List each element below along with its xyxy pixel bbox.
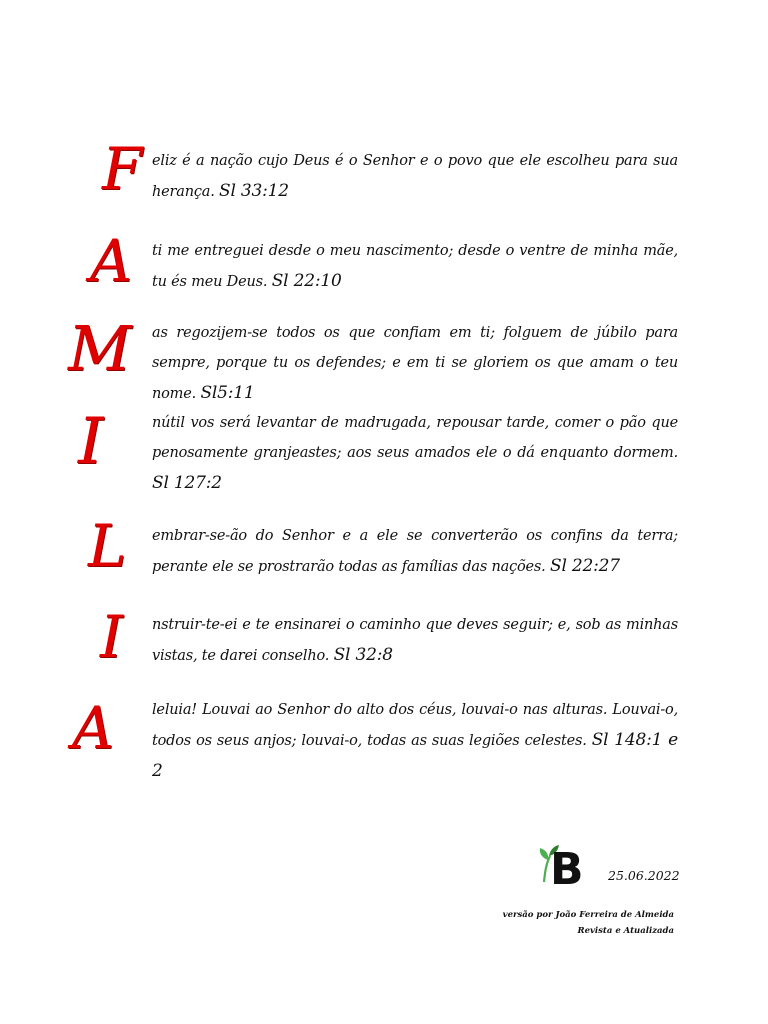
verse-text bbox=[152, 695, 678, 787]
verse-reference: Sl 32:8 bbox=[333, 645, 393, 665]
verse-reference: Sl 33:12 bbox=[219, 181, 289, 201]
brand-logo-letter: B bbox=[550, 844, 584, 886]
verse-body: as regozijem-se todos os que confiam em ti; folguem de júbilo para sempre, porque tu os defendes; e em ti se gloriem os que amam o teu nome. bbox=[152, 325, 678, 402]
date-label: 25.06.2022 bbox=[608, 868, 680, 883]
verse-text bbox=[152, 318, 678, 409]
verse-body: leluia! Louvai ao Senhor do alto dos céus, louvai-o nas alturas. Louvai-o, todos os seus anjos; louvai-o, todas as suas legiões celestes. bbox=[152, 702, 678, 749]
verse-block-5 bbox=[68, 512, 678, 582]
verse-reference: Sl 22:10 bbox=[271, 271, 342, 291]
verse-initial-letter: I bbox=[100, 603, 123, 671]
verse-block-6 bbox=[68, 603, 678, 671]
verse-text bbox=[152, 408, 678, 499]
verse-initial-letter: L bbox=[88, 512, 127, 580]
verse-block-4 bbox=[68, 405, 678, 499]
verse-reference: Sl 127:2 bbox=[152, 473, 222, 493]
verse-body: ti me entreguei desde o meu nascimento; desde o ventre de minha mãe, tu és meu Deus. bbox=[152, 243, 678, 290]
verse-block-2 bbox=[68, 227, 678, 297]
verse-block-7 bbox=[68, 695, 678, 787]
verse-text bbox=[152, 146, 678, 207]
verse-body: embrar-se-ão do Senhor e a ele se converterão os confins da terra; perante ele se prostrarão todas as famílias das nações. bbox=[152, 528, 678, 575]
translation-edition: Revista e Atualizada bbox=[577, 926, 674, 936]
verse-initial-letter: A bbox=[72, 694, 114, 762]
verse-text bbox=[152, 610, 678, 671]
translation-credit: versão por João Ferreira de Almeida bbox=[502, 910, 674, 920]
verse-block-1 bbox=[68, 135, 678, 207]
verse-initial-letter: I bbox=[78, 405, 104, 479]
verse-text bbox=[152, 236, 678, 297]
verse-body: eliz é a nação cujo Deus é o Senhor e o povo que ele escolheu para sua herança. bbox=[152, 153, 678, 200]
verse-body: nútil vos será levantar de madrugada, repousar tarde, comer o pão que penosamente granjeastes; aos seus amados ele o dá enquanto dormem. bbox=[152, 415, 678, 461]
verse-text bbox=[152, 521, 678, 582]
verse-initial-letter: F bbox=[102, 135, 143, 203]
verse-reference: Sl 22:27 bbox=[550, 556, 620, 576]
verse-body: nstruir-te-ei e te ensinarei o caminho que deves seguir; e, sob as minhas vistas, te darei conselho. bbox=[152, 617, 678, 664]
verse-initial-letter: A bbox=[90, 227, 132, 295]
verse-initial-letter: M bbox=[68, 312, 132, 385]
verse-block-3 bbox=[68, 312, 678, 409]
verse-reference: Sl 148:1 e 2 bbox=[152, 730, 678, 781]
brand-logo bbox=[536, 838, 586, 886]
verse-reference: Sl5:11 bbox=[200, 383, 255, 403]
